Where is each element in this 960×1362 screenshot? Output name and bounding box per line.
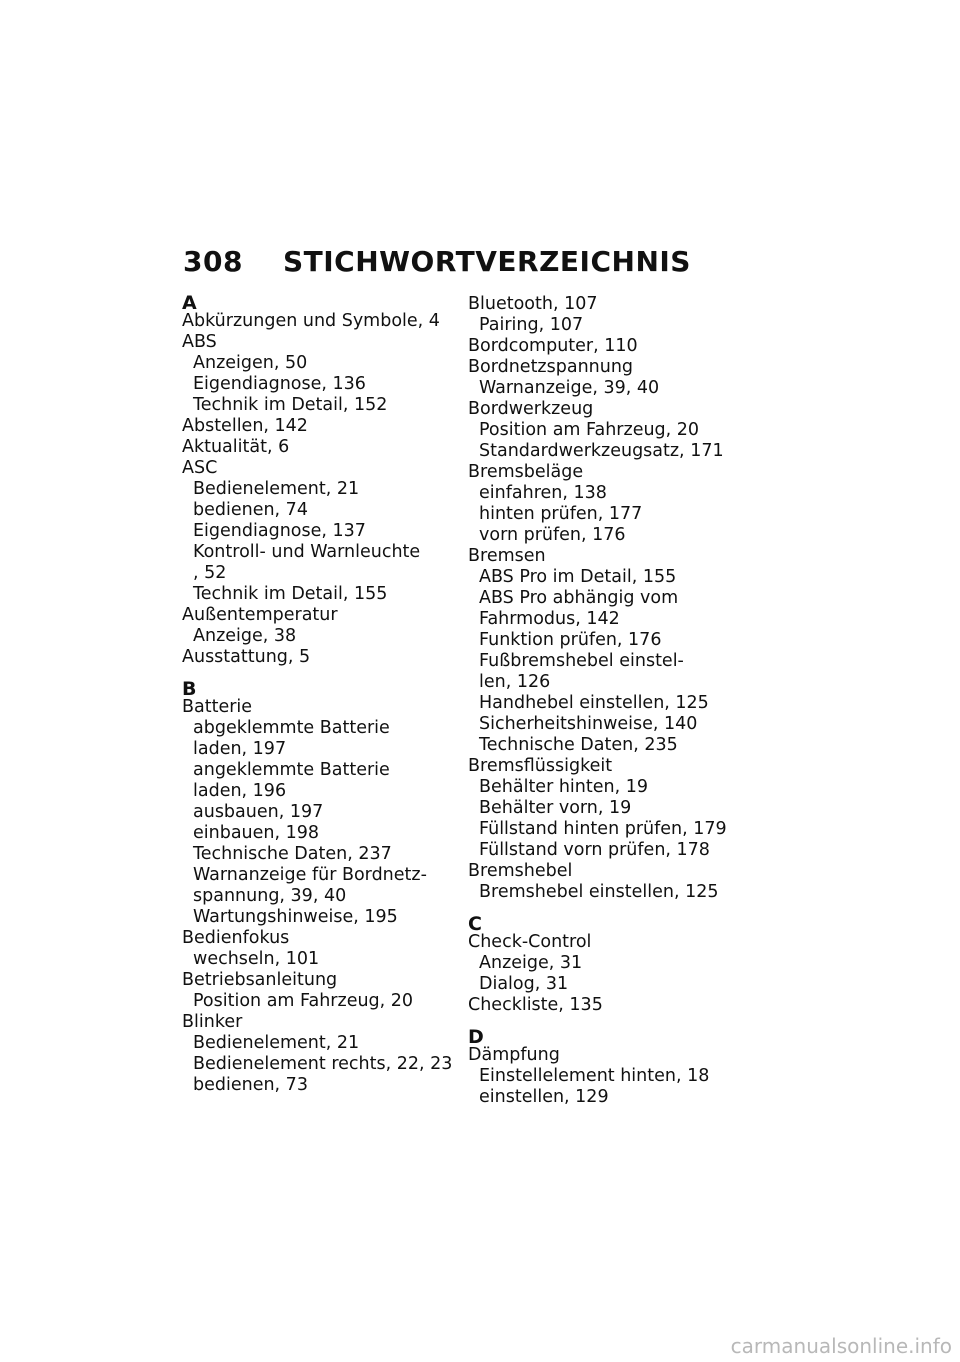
index-letter-heading: C [468, 913, 482, 935]
watermark[interactable]: carmanualsonline.info [730, 1334, 952, 1358]
index-subterm: hinten prüfen, 177 [479, 504, 643, 524]
index-term: Bremsflüssigkeit [468, 756, 613, 776]
index-term: Außentemperatur [182, 605, 338, 625]
index-subterm: Wartungshinweise, 195 [193, 907, 398, 927]
index-subterm: Behälter vorn, 19 [479, 798, 632, 818]
index-subterm: Füllstand hinten prüfen, 179 [479, 819, 727, 839]
page-header [183, 244, 691, 278]
index-subterm: ABS Pro im Detail, 155 [479, 567, 677, 587]
index-subterm: ABS Pro abhängig vom [479, 588, 679, 608]
index-term: Checkliste, 135 [468, 995, 603, 1015]
index-term: Betriebsanleitung [182, 970, 338, 990]
index-letter-heading: A [182, 292, 197, 314]
index-subterm: bedienen, 73 [193, 1075, 308, 1095]
index-column-right [468, 294, 748, 1108]
index-subterm: Anzeigen, 50 [193, 353, 308, 373]
index-subterm: Behälter hinten, 19 [479, 777, 648, 797]
index-subterm: vorn prüfen, 176 [479, 525, 626, 545]
index-term: Bedienfokus [182, 928, 290, 948]
index-subterm: Funktion prüfen, 176 [479, 630, 662, 650]
index-term: Bordwerkzeug [468, 399, 594, 419]
index-term: Bremshebel [468, 861, 573, 881]
index-subterm: spannung, 39, 40 [193, 886, 347, 906]
index-subterm: Bedienelement rechts, 22, 23 [193, 1054, 453, 1074]
index-term: Batterie [182, 697, 253, 717]
index-subterm: Handhebel einstellen, 125 [479, 693, 709, 713]
index-term: Abkürzungen und Symbole, 4 [182, 311, 440, 331]
index-term: Check-Control [468, 932, 592, 952]
index-subterm: einfahren, 138 [479, 483, 607, 503]
index-subterm: Füllstand vorn prüfen, 178 [479, 840, 710, 860]
index-subterm: Pairing, 107 [479, 315, 584, 335]
index-term: ABS [182, 332, 217, 352]
index-term: Dämpfung [468, 1045, 560, 1065]
page-title: STICHWORTVERZEICHNIS [283, 244, 691, 278]
index-subterm: Fahrmodus, 142 [479, 609, 620, 629]
index-subterm: Standardwerkzeugsatz, 171 [479, 441, 724, 461]
page-number: 308 [183, 244, 243, 278]
index-term: Blinker [182, 1012, 243, 1032]
index-subterm: , 52 [193, 563, 227, 583]
index-subterm: wechseln, 101 [193, 949, 320, 969]
index-subterm: Technik im Detail, 152 [193, 395, 388, 415]
index-subterm: einbauen, 198 [193, 823, 320, 843]
index-subterm: einstellen, 129 [479, 1087, 609, 1107]
index-term: Ausstattung, 5 [182, 647, 311, 667]
index-term: Bordnetzspannung [468, 357, 634, 377]
index-subterm: Position am Fahrzeug, 20 [479, 420, 700, 440]
index-term: Aktualität, 6 [182, 437, 290, 457]
index-subterm: Fußbremshebel einstel- [479, 651, 684, 671]
index-term: Bluetooth, 107 [468, 294, 598, 314]
index-term: Abstellen, 142 [182, 416, 308, 436]
index-term: ASC [182, 458, 218, 478]
index-subterm: Warnanzeige für Bordnetz- [193, 865, 427, 885]
index-subterm: bedienen, 74 [193, 500, 308, 520]
index-subterm: Eigendiagnose, 137 [193, 521, 366, 541]
index-subterm: laden, 197 [193, 739, 287, 759]
index-subterm: laden, 196 [193, 781, 287, 801]
index-subterm: Dialog, 31 [479, 974, 569, 994]
index-term: Bordcomputer, 110 [468, 336, 638, 356]
index-letter-heading: D [468, 1026, 484, 1048]
index-subterm: Kontroll- und Warnleuchte [193, 542, 421, 562]
index-subterm: angeklemmte Batterie [193, 760, 390, 780]
index-subterm: Technische Daten, 237 [193, 844, 392, 864]
index-subterm: Anzeige, 38 [193, 626, 297, 646]
index-subterm: Warnanzeige, 39, 40 [479, 378, 660, 398]
index-subterm: Technik im Detail, 155 [193, 584, 388, 604]
index-subterm: Bremshebel einstellen, 125 [479, 882, 719, 902]
index-subterm: abgeklemmte Batterie [193, 718, 390, 738]
index-subterm: ausbauen, 197 [193, 802, 324, 822]
index-term: Bremsen [468, 546, 546, 566]
index-subterm: Bedienelement, 21 [193, 479, 360, 499]
index-subterm: Technische Daten, 235 [479, 735, 678, 755]
index-subterm: Sicherheitshinweise, 140 [479, 714, 698, 734]
index-letter-heading: B [182, 678, 197, 700]
index-column-left [182, 294, 462, 1096]
index-subterm: Eigendiagnose, 136 [193, 374, 366, 394]
index-subterm: Anzeige, 31 [479, 953, 583, 973]
index-subterm: Position am Fahrzeug, 20 [193, 991, 414, 1011]
index-subterm: len, 126 [479, 672, 551, 692]
index-subterm: Einstellelement hinten, 18 [479, 1066, 710, 1086]
index-subterm: Bedienelement, 21 [193, 1033, 360, 1053]
index-term: Bremsbeläge [468, 462, 584, 482]
